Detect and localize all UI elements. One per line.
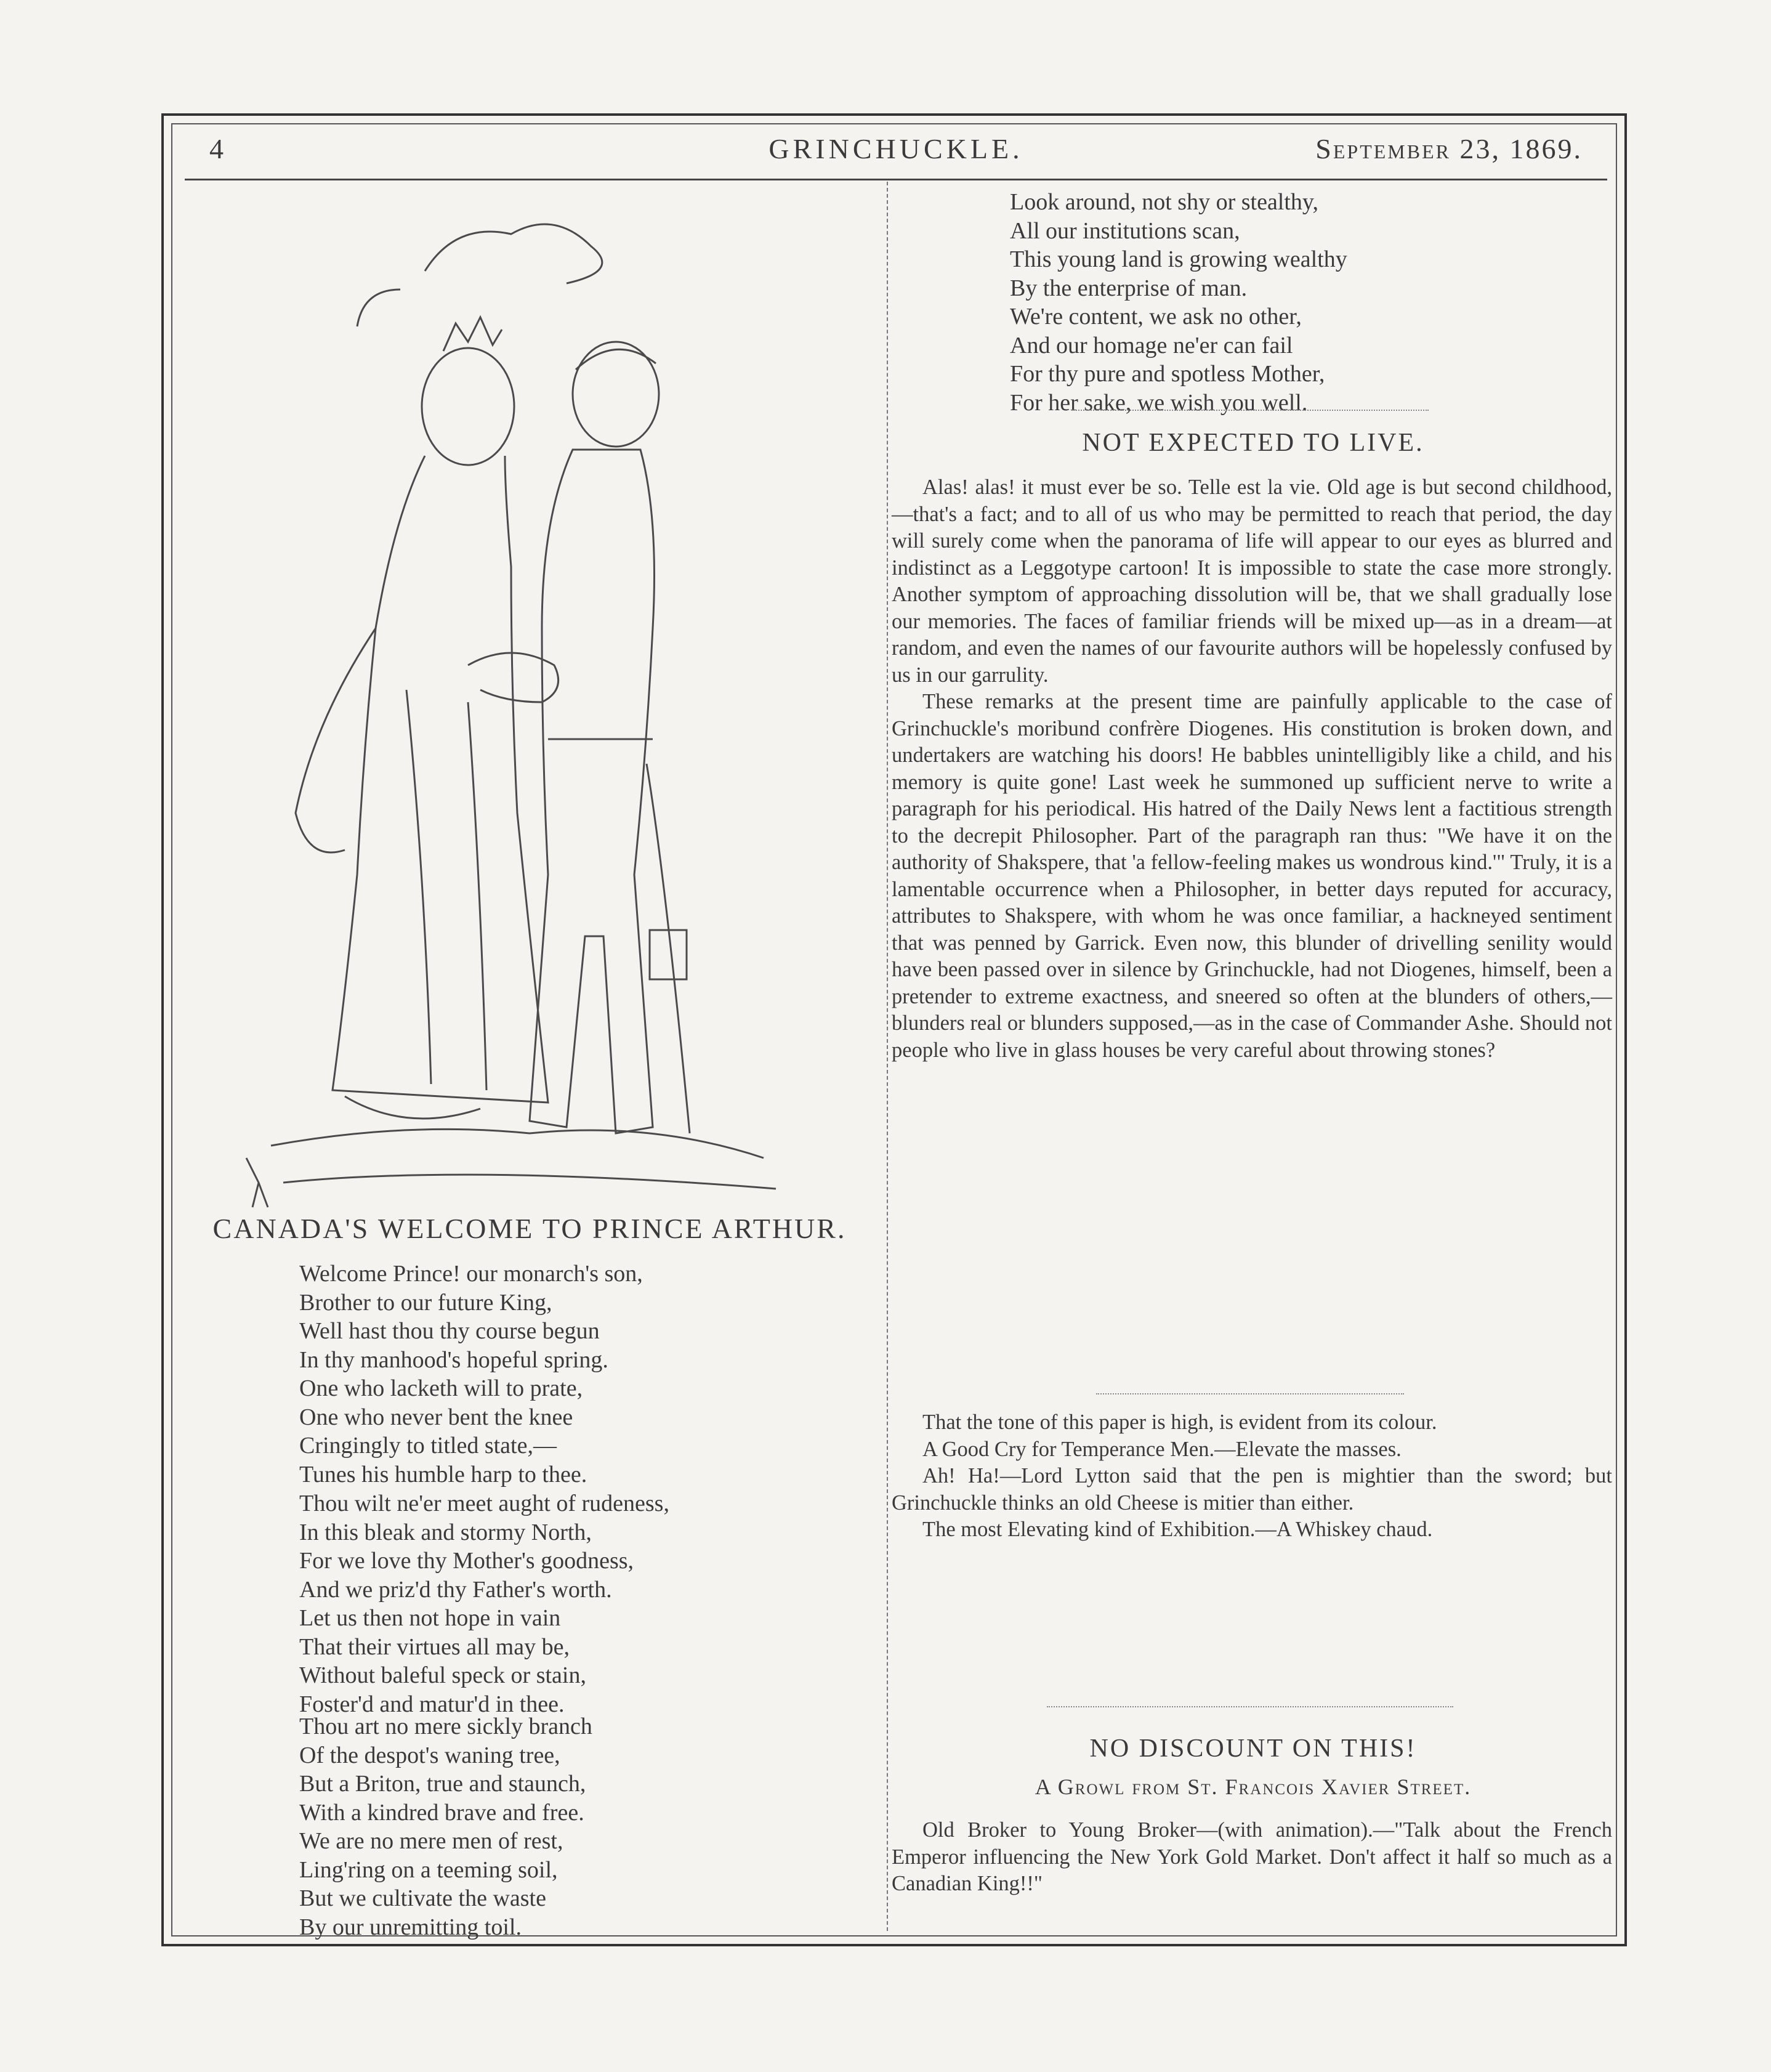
article-subtitle: A Growl from St. Francois Xavier Street. <box>1035 1775 1472 1799</box>
squib: The most Elevating kind of Exhibition.—A Whiskey chaud. <box>922 1518 1433 1541</box>
article-paragraph: These remarks at the present time are painfully applicable to the case of Grinchuckle's moribund confrère Diogenes. His constitution is broken down, and undertakers are watching his doors! He babbles unintelligibly like a child, and his memory is quite gone! Last week he summoned up sufficient nerve to write a paragraph for his periodical. His hatred of the Daily News lent a factitious strength to the decrepit Philosopher. Part of the paragraph ran thus: "We have it on the authority of Shakspere, that 'a fellow-feeling makes us wondrous kind.'" Truly, it is a lamentable occurrence when a Philosopher, in better days reputed for accuracy, attributes to Shakspere, with whom he was once familiar, a hackneyed sentiment that was penned by Garrick. Even now, this blunder of drivelling senility would have been passed over in silence by Grinchuckle, had not Diogenes, himself, been a pretender to extreme exactness, and sneered so often at the blunders of others,—blunders real or blunders supposed,—as in the case of Commander Ashe. Should not people who live in glass houses be very careful about throwing stones? <box>892 690 1612 1062</box>
column-divider <box>887 182 888 1931</box>
poem-line: In thy manhood's hopeful spring. <box>299 1346 608 1373</box>
squib: A Good Cry for Temperance Men.—Elevate the masses. <box>922 1437 1402 1461</box>
section-rule <box>1071 410 1429 411</box>
poem-line: Of the despot's waning tree, <box>299 1742 560 1768</box>
poem-continuation <box>1010 188 1503 417</box>
article-body <box>892 474 1612 1064</box>
poem-line: But a Briton, true and staunch, <box>299 1771 586 1797</box>
poem-line: One who never bent the knee <box>299 1404 573 1430</box>
section-rule <box>1096 1393 1404 1394</box>
poem-stanza-1 <box>299 1260 878 1489</box>
article-title: NOT EXPECTED TO LIVE. <box>1082 429 1424 457</box>
article-paragraph: Old Broker to Young Broker—(with animation).—"Talk about the French Emperor influencing the New York Gold Market. Don't affect it half so much as a Canadian King!!" <box>892 1818 1612 1895</box>
poem-line: Let us then not hope in vain <box>299 1605 561 1631</box>
squibs <box>892 1409 1612 1544</box>
masthead: GRINCHUCKLE. <box>769 133 1023 164</box>
cartoon-illustration <box>222 197 801 1213</box>
header-rule <box>185 179 1607 180</box>
poem-line: By the enterprise of man. <box>1010 275 1248 301</box>
poem-line: We're content, we ask no other, <box>1010 304 1302 330</box>
poem-line: For we love thy Mother's goodness, <box>299 1548 634 1574</box>
poem-line: This young land is growing wealthy <box>1010 246 1347 272</box>
poem-line: We are no mere men of rest, <box>299 1828 563 1854</box>
page-number: 4 <box>209 133 224 164</box>
poem-line: By our unremitting toil. <box>299 1914 522 1940</box>
poem-line: That their virtues all may be, <box>299 1633 570 1660</box>
poem-line: Thou art no mere sickly branch <box>299 1714 592 1739</box>
cartoon-caption: CANADA'S WELCOME TO PRINCE ARTHUR. <box>212 1213 847 1244</box>
poem-line: Cringingly to titled state,— <box>299 1433 557 1459</box>
cartoon-drawing <box>222 197 801 1213</box>
poem-line: Thou wilt ne'er meet aught of rudeness, <box>299 1491 669 1516</box>
poem-stanza-2 <box>299 1489 878 1718</box>
poem-line: All our institutions scan, <box>1010 217 1240 244</box>
poem-line: Foster'd and matur'd in thee. <box>299 1691 565 1717</box>
issue-date: September 23, 1869. <box>1315 133 1583 164</box>
article-title: NO DISCOUNT ON THIS! <box>1089 1734 1417 1763</box>
poem-line: Without baleful speck or stain, <box>299 1662 586 1688</box>
article-body <box>892 1817 1612 1898</box>
poem-line: But we cultivate the waste <box>299 1885 546 1911</box>
poem-line: And we priz'd thy Father's worth. <box>299 1576 612 1603</box>
poem-line: For thy pure and spotless Mother, <box>1010 361 1325 387</box>
poem-line: One who lacketh will to prate, <box>299 1375 583 1401</box>
poem-line: Welcome Prince! our monarch's son, <box>299 1261 643 1287</box>
poem-line: And our homage ne'er can fail <box>1010 332 1293 358</box>
page-header <box>185 132 1607 169</box>
section-rule <box>1047 1706 1453 1707</box>
article-paragraph: Alas! alas! it must ever be so. Telle est la vie. Old age is but second childhood,—that's a fact; and to all of us who may be permitted to reach that period, the day will surely come when the panorama of life will appear to our eyes as blurred and indistinct as a Leggotype cartoon! It is impossible to state the case more strongly. Another symptom of approaching dissolution will be, that we shall gradually lose our memories. The faces of familiar friends will be mixed up—as in a dream—at random, and even the names of our favourite authors will be hopelessly confused by us in our garrulity. <box>892 476 1612 687</box>
poem-line: Brother to our future King, <box>299 1289 552 1316</box>
poem-line: In this bleak and stormy North, <box>299 1519 592 1545</box>
poem-stanza-3 <box>299 1712 878 1941</box>
poem-line: Well hast thou thy course begun <box>299 1318 600 1344</box>
poem-line: With a kindred brave and free. <box>299 1799 584 1826</box>
poem-line: Tunes his humble harp to thee. <box>299 1461 587 1487</box>
poem-line: Look around, not shy or stealthy, <box>1010 189 1318 215</box>
squib: That the tone of this paper is high, is evident from its colour. <box>922 1410 1437 1434</box>
squib: Ah! Ha!—Lord Lytton said that the pen is mightier than the sword; but Grinchuckle thinks an old Cheese is mitier than either. <box>892 1464 1612 1515</box>
poem-line: For her sake, we wish you well. <box>1010 389 1308 416</box>
poem-line: Ling'ring on a teeming soil, <box>299 1856 558 1883</box>
